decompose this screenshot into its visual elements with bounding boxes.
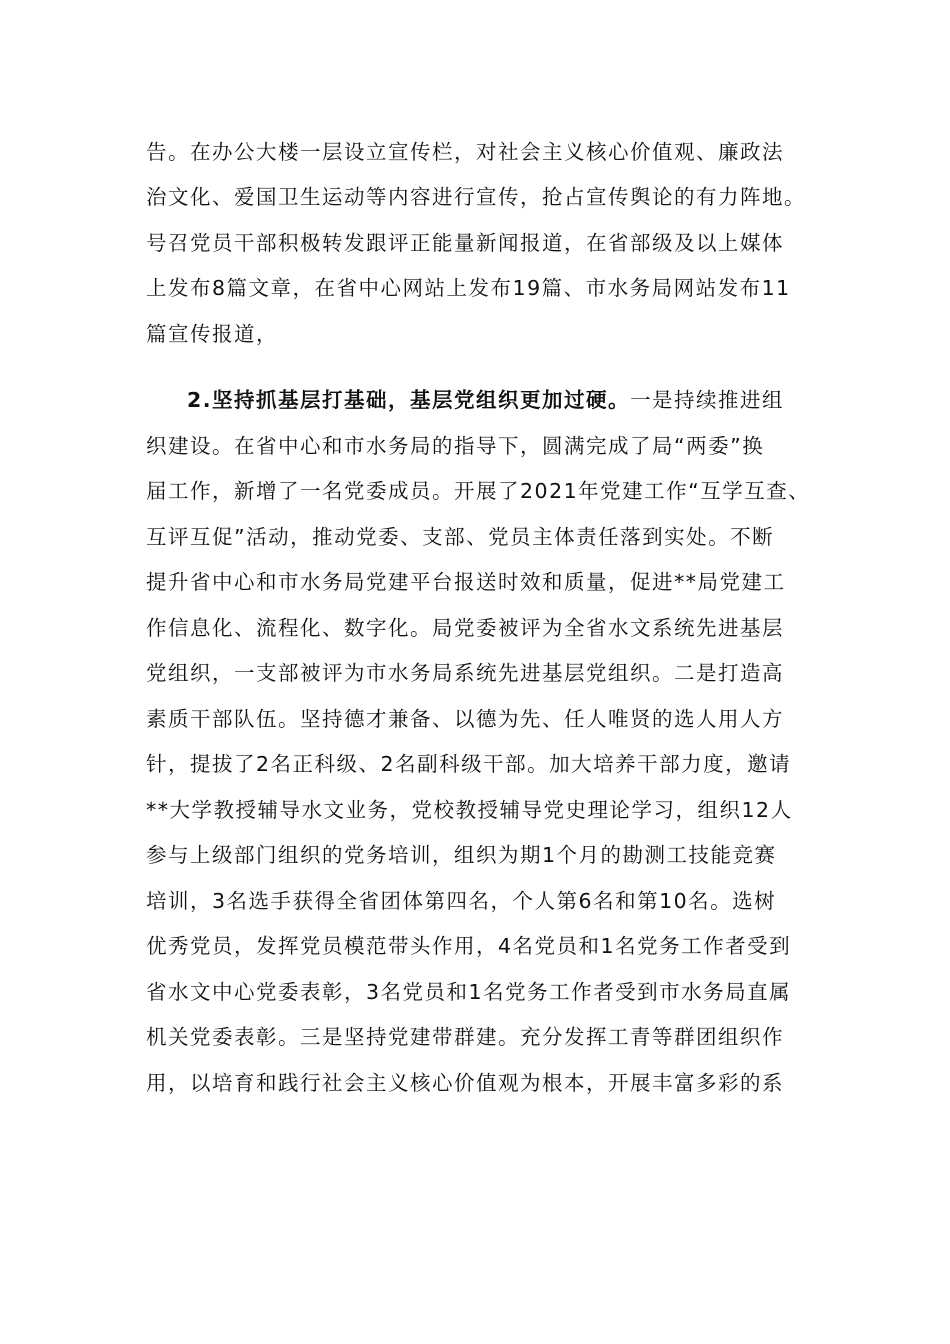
paragraph-1-line-1: 告。在办公大楼一层设立宣传栏，对社会主义核心价值观、廉政法 (146, 140, 784, 164)
paragraph-2-line-5: 提升省中心和市水务局党建平台报送时效和质量，促进**局党建工 (146, 570, 786, 594)
paragraph-2-line-3: 届工作，新增了一名党委成员。开展了2021年党建工作“互学互查、 (146, 479, 811, 503)
paragraph-1-line-2: 治文化、爱国卫生运动等内容进行宣传，抢占宣传舆论的有力阵地。 (146, 185, 806, 209)
paragraph-2-line-2: 织建设。在省中心和市水务局的指导下，圆满完成了局“两委”换 (146, 434, 765, 458)
paragraph-2-line-6: 作信息化、流程化、数字化。局党委被评为全省水文系统先进基层 (146, 616, 784, 640)
paragraph-2-line-10: **大学教授辅导水文业务，党校教授辅导党史理论学习，组织12人 (146, 798, 793, 822)
paragraph-2-line-9: 针，提拔了2名正科级、2名副科级干部。加大培养干部力度，邀请 (146, 752, 792, 776)
paragraph-1-line-5: 篇宣传报道， (146, 322, 278, 346)
paragraph-2-line-13: 优秀党员，发挥党员模范带头作用，4名党员和1名党务工作者受到 (146, 934, 792, 958)
paragraph-2-line-8: 素质干部队伍。坚持德才兼备、以德为先、任人唯贤的选人用人方 (146, 707, 784, 731)
paragraph-2-line-12: 培训，3名选手获得全省团体第四名，个人第6名和第10名。选树 (146, 889, 777, 913)
section-heading: 2.坚持抓基层打基础，基层党组织更加过硬。 (187, 388, 631, 412)
paragraph-1-line-4: 上发布8篇文章，在省中心网站上发布19篇、市水务局网站发布11 (146, 276, 791, 300)
paragraph-2-line-4: 互评互促”活动，推动党委、支部、党员主体责任落到实处。不断 (146, 525, 775, 549)
paragraph-2-line-7: 党组织，一支部被评为市水务局系统先进基层党组织。二是打造高 (146, 661, 784, 685)
paragraph-2-line-14: 省水文中心党委表彰，3名党员和1名党务工作者受到市水务局直属 (146, 980, 792, 1004)
paragraph-2-first-line-rest: 一是持续推进组 (630, 388, 785, 412)
paragraph-2-line-11: 参与上级部门组织的党务培训，组织为期1个月的勘测工技能竞赛 (146, 843, 777, 867)
paragraph-2-line-15: 机关党委表彰。三是坚持党建带群建。充分发挥工青等群团组织作 (146, 1025, 784, 1049)
paragraph-1-line-3: 号召党员干部积极转发跟评正能量新闻报道，在省部级及以上媒体 (146, 231, 784, 255)
paragraph-2-line-16: 用，以培育和践行社会主义核心价值观为根本，开展丰富多彩的系 (146, 1071, 784, 1095)
paragraph-2-first-line (187, 386, 784, 414)
